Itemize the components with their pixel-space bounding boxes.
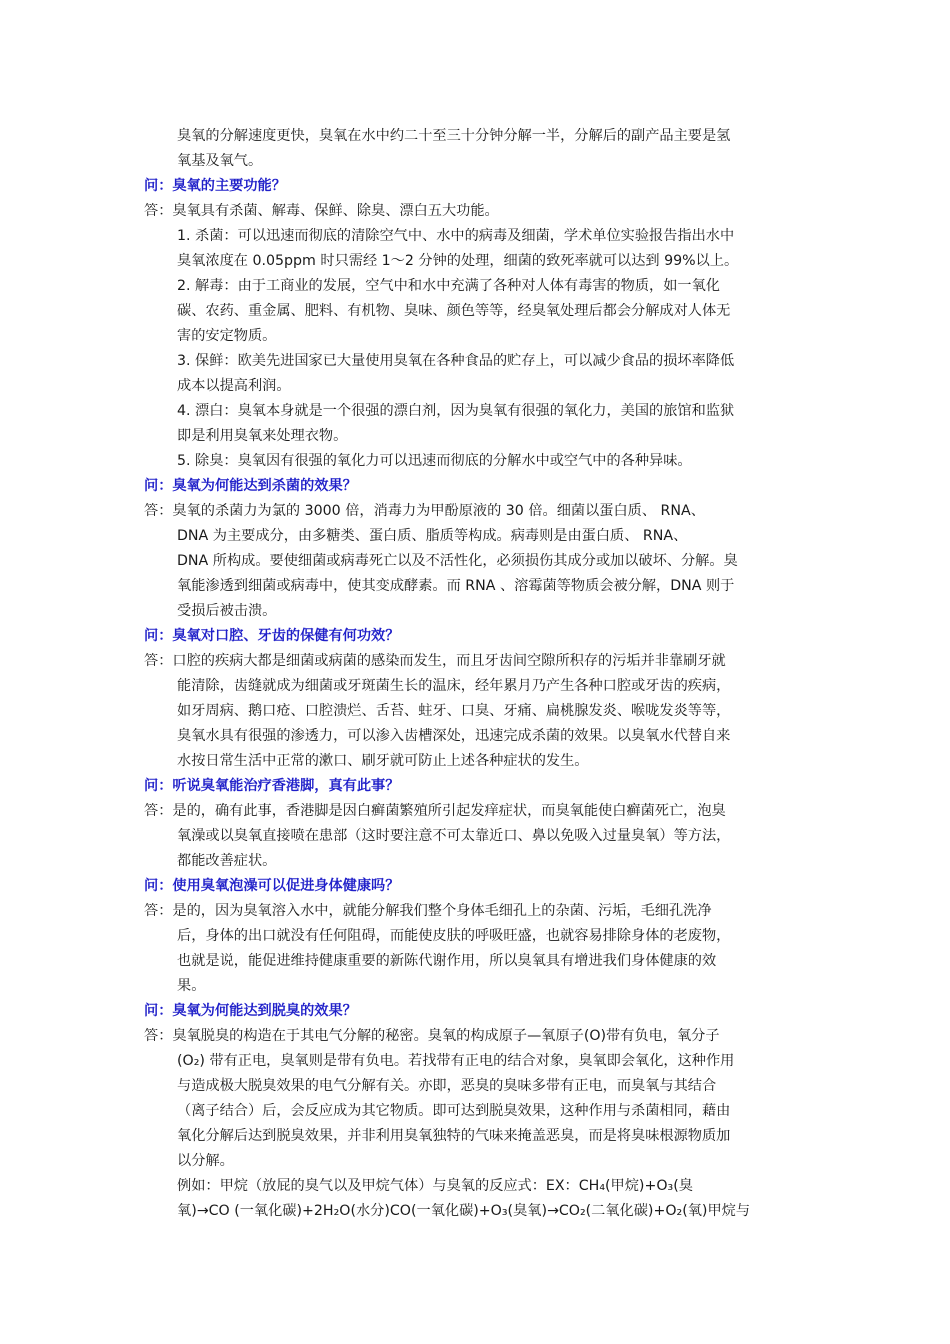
answer-line: 答：臭氧的杀菌力为氯的 3000 倍，消毒力为甲酚原液的 30 倍。细菌以蛋白质、 RNA、 bbox=[144, 503, 705, 519]
text-line: 以分解。 bbox=[177, 1153, 234, 1169]
answer-line: 答：口腔的疾病大都是细菌或病菌的感染而发生，而且牙齿间空隙所积存的污垢并非靠刷牙就 bbox=[144, 653, 726, 669]
answer-line: 答：臭氧具有杀菌、解毒、保鲜、除臭、漂白五大功能。 bbox=[144, 203, 499, 219]
text-line: 碳、农药、重金属、肥料、有机物、臭味、颜色等等，经臭氧处理后都会分解成对人体无 bbox=[177, 303, 731, 319]
question-heading: 问：臭氧为何能达到脱臭的效果？ bbox=[144, 1003, 357, 1019]
text-line: 也就是说，能促进维持健康重要的新陈代谢作用，所以臭氧具有增进我们身体健康的效 bbox=[177, 953, 717, 969]
text-line: 3. 保鲜：欧美先进国家已大量使用臭氧在各种食品的贮存上，可以减少食品的损坏率降低 bbox=[177, 353, 735, 369]
text-line: DNA 所构成。要使细菌或病毒死亡以及不活性化，必须损伤其成分或加以破坏、分解。臭 bbox=[177, 553, 738, 569]
text-line: 如牙周病、鹅口疮、口腔溃烂、舌苔、蛀牙、口臭、牙痛、扁桃腺发炎、喉咙发炎等等， bbox=[177, 703, 731, 719]
text-line: 氧能渗透到细菌或病毒中，使其变成酵素。而 RNA 、溶霉菌等物质会被分解，DNA 则于 bbox=[177, 578, 735, 594]
question-heading: 问：臭氧对口腔、牙齿的保健有何功效？ bbox=[144, 628, 400, 644]
document-body bbox=[144, 124, 809, 1224]
text-line: 氧基及氧气。 bbox=[177, 153, 263, 169]
question-heading: 问：臭氧的主要功能？ bbox=[144, 178, 286, 194]
text-line: 即是利用臭氧来处理衣物。 bbox=[177, 428, 348, 444]
question-heading: 问：听说臭氧能治疗香港脚，真有此事？ bbox=[144, 778, 400, 794]
question-heading: 问：臭氧为何能达到杀菌的效果？ bbox=[144, 478, 357, 494]
text-line: 4. 漂白：臭氧本身就是一个很强的漂白剂，因为臭氧有很强的氧化力，美国的旅馆和监狱 bbox=[177, 403, 735, 419]
text-line: 都能改善症状。 bbox=[177, 853, 277, 869]
question-heading: 问：使用臭氧泡澡可以促进身体健康吗？ bbox=[144, 878, 400, 894]
text-line: 与造成极大脱臭效果的电气分解有关。亦即，恶臭的臭味多带有正电，而臭氧与其结合 bbox=[177, 1078, 717, 1094]
text-line: （离子结合）后，会反应成为其它物质。即可达到脱臭效果，这种作用与杀菌相同，藉由 bbox=[177, 1103, 731, 1119]
text-line: 氧化分解后达到脱臭效果，并非利用臭氧独特的气味来掩盖恶臭，而是将臭味根源物质加 bbox=[177, 1128, 731, 1144]
text-line: 氧)→CO (一氧化碳)+2H₂O(水分)CO(一氧化碳)+O₃(臭氧)→CO₂(二氧化碳)+O₂(氧)甲烷与 bbox=[177, 1203, 751, 1219]
text-line: 水按日常生活中正常的漱口、刷牙就可防止上述各种症状的发生。 bbox=[177, 753, 589, 769]
text-line: 臭氧浓度在 0.05ppm 时只需经 1～2 分钟的处理，细菌的致死率就可以达到 99%以上。 bbox=[177, 253, 739, 269]
text-line: DNA 为主要成分，由多糖类、蛋白质、脂质等构成。病毒则是由蛋白质、 RNA、 bbox=[177, 528, 688, 544]
text-line: 成本以提高利润。 bbox=[177, 378, 291, 394]
text-line: 臭氧水具有很强的渗透力，可以渗入齿槽深处，迅速完成杀菌的效果。以臭氧水代替自来 bbox=[177, 728, 731, 744]
text-line: 2. 解毒：由于工商业的发展，空气中和水中充满了各种对人体有毒害的物质，如一氧化 bbox=[177, 278, 720, 294]
text-line: 1. 杀菌：可以迅速而彻底的清除空气中、水中的病毒及细菌，学术单位实验报告指出水中 bbox=[177, 228, 735, 244]
text-line: 受损后被击溃。 bbox=[177, 603, 277, 619]
text-line: 果。 bbox=[177, 978, 206, 994]
text-line: (O₂) 带有正电，臭氧则是带有负电。若找带有正电的结合对象，臭氧即会氧化，这种作用 bbox=[177, 1053, 735, 1069]
text-line: 能清除，齿缝就成为细菌或牙斑菌生长的温床，经年累月乃产生各种口腔或牙齿的疾病， bbox=[177, 678, 731, 694]
text-line: 臭氧的分解速度更快，臭氧在水中约二十至三十分钟分解一半，分解后的副产品主要是氢 bbox=[177, 128, 731, 144]
text-line: 例如：甲烷（放屁的臭气以及甲烷气体）与臭氧的反应式：EX：CH₄(甲烷)+O₃(臭 bbox=[177, 1178, 693, 1194]
answer-line: 答：臭氧脱臭的构造在于其电气分解的秘密。臭氧的构成原子—氧原子(O)带有负电，氧分子 bbox=[144, 1028, 720, 1044]
text-line: 5. 除臭：臭氧因有很强的氧化力可以迅速而彻底的分解水中或空气中的各种异味。 bbox=[177, 453, 692, 469]
text-line: 后，身体的出口就没有任何阻碍，而能使皮肤的呼吸旺盛，也就容易排除身体的老废物， bbox=[177, 928, 731, 944]
text-line: 氧澡或以臭氧直接喷在患部（这时要注意不可太靠近口、鼻以免吸入过量臭氧）等方法， bbox=[177, 828, 731, 844]
answer-line: 答：是的，因为臭氧溶入水中，就能分解我们整个身体毛细孔上的杂菌、污垢，毛细孔洗净 bbox=[144, 903, 712, 919]
answer-line: 答：是的，确有此事，香港脚是因白癣菌繁殖所引起发痒症状，而臭氧能使白癣菌死亡，泡臭 bbox=[144, 803, 726, 819]
text-line: 害的安定物质。 bbox=[177, 328, 277, 344]
